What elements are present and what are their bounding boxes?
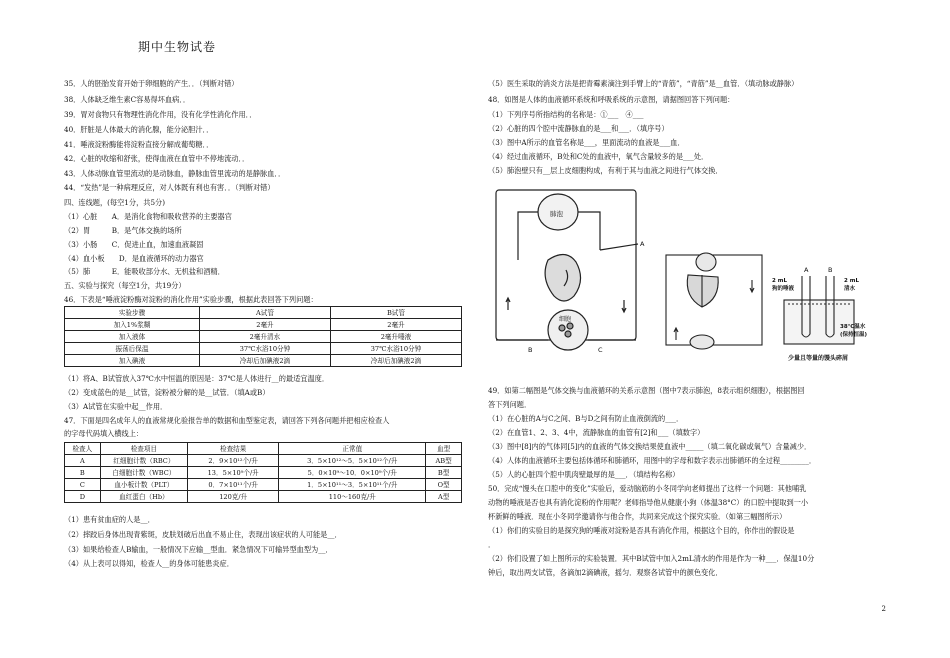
question-41: 41．唾液淀粉酶能将淀粉直接分解成葡萄糖．． xyxy=(64,140,214,149)
lung-label: 肺泡 xyxy=(550,210,563,218)
bread-crumbs-label: 少量且等量的馒头碎屑 xyxy=(788,355,849,362)
question-38: 38．人体缺乏维生素C容易得坏血病．． xyxy=(64,95,191,104)
table-cell: 加入液体 xyxy=(65,331,200,343)
table-cell: A型 xyxy=(426,491,462,503)
question-35: 35．人的胚胎发育开始于卵细胞的产生．．（判断对错） xyxy=(64,79,239,88)
table-row xyxy=(65,479,462,491)
question-42: 42．心脏的收缩和舒张，使得血液在血管中不停地流动．． xyxy=(64,154,250,163)
question-48-part: （1）下列序号所指结构的名称是：①___ ④___ xyxy=(488,110,644,119)
question-48: 48．如图是人体的血液循环系统和呼吸系统的示意图，请据图回答下列问题： xyxy=(488,95,735,104)
table-cell: 加入1%浆糊 xyxy=(65,319,200,331)
table-header-cell: 检查项目 xyxy=(100,443,187,455)
table-header-cell: 正常值 xyxy=(279,443,426,455)
section-5-heading: 五、实验与探究（每空1分，共19分） xyxy=(64,281,186,290)
table-cell: C xyxy=(65,479,101,491)
table-cell: 120克/升 xyxy=(188,491,279,503)
table-cell: 冷却后加碘液2滴 xyxy=(199,355,330,367)
question-48-part: （4）经过血液循环，B处和C处的血液中，氧气含量较多的是___处． xyxy=(488,152,709,161)
table-cell: 血小板计数（PLT） xyxy=(100,479,187,491)
table-cell: 红细胞计数（RBC） xyxy=(100,455,187,467)
table-cell: 3．5×10¹²～5．5×10¹²个/升 xyxy=(279,455,426,467)
question-47-part: （2）摔跤后身体出现青紫斑，皮肤划破后出血不易止住，表现出该症状的人可能是__． xyxy=(64,530,342,539)
table-cell: 1．5×10¹¹～3．5×10¹¹个/升 xyxy=(279,479,426,491)
cell-label: 细胞 xyxy=(559,316,572,323)
question-48-part: （3）图中A所示的血管名称是___，里面流动的血液是___血． xyxy=(488,138,685,147)
bath-temp-label: 38℃温水 xyxy=(840,324,866,330)
table-cell: O型 xyxy=(426,479,462,491)
match-item: （5）肺 E．能吸收部分水、无机盐和酒精． xyxy=(64,267,225,276)
table-row xyxy=(65,455,462,467)
table-cell: 振荡后保温 xyxy=(65,343,200,355)
table-cell: 加入碘液 xyxy=(65,355,200,367)
table-cell: D xyxy=(65,491,101,503)
question-49-part: （5）人的心脏四个腔中肌肉壁最厚的是___．（填结构名称） xyxy=(488,470,680,479)
question-50: 50．完成“馒头在口腔中的变化”实验后，爱动脑筋的小冬同学向老师提出了这样一个问题：其他哺乳 xyxy=(488,484,807,493)
bath-note-label: (保持恒温) xyxy=(840,332,868,338)
table-cell: 血红蛋白（Hb） xyxy=(100,491,187,503)
question-50-part: （2）你们设置了如上图所示的实验装置．其中B试管中加入2mL清水的作用是作为一种___．保温10分 xyxy=(488,554,815,563)
tube-a-volume: 2 mL xyxy=(772,278,787,284)
table-header-cell: 检查人 xyxy=(65,443,101,455)
question-46-part: （1）将A、B试管放入37℃水中恒温的原因是：37℃是人体进行__的最适宜温度． xyxy=(64,374,330,383)
table-cell: B型 xyxy=(426,467,462,479)
question-49-part: （4）人体的血液循环主要包括体循环和肺循环，用图中的字母和数字表示出肺循环的全过程________． xyxy=(488,456,817,465)
table-header-cell: B试管 xyxy=(330,307,461,319)
table-cell: AB型 xyxy=(426,455,462,467)
label-a: A xyxy=(640,240,645,248)
table-cell: B xyxy=(65,467,101,479)
table-row xyxy=(65,319,462,331)
table-header-row xyxy=(65,307,462,319)
circulation-diagrams xyxy=(488,180,884,376)
table-cell: 2毫升 xyxy=(199,319,330,331)
question-47: 的字母代码填入横线上： xyxy=(64,429,144,438)
table-header-row xyxy=(65,443,462,455)
question-44: 44．“发热”是一种病理反应，对人体既有利也有害．．（判断对错） xyxy=(64,183,275,192)
question-47-part: （1）患有贫血症的人是__． xyxy=(64,515,155,524)
table-cell: 5．0×10⁹～10．0×10⁹个/升 xyxy=(279,467,426,479)
circulation-figure-2 xyxy=(666,253,762,349)
question-43: 43．人体动脉血管里流动的是动脉血，静脉血管里流动的是静脉血．． xyxy=(64,169,286,178)
question-47-part: （3）如果给检查人B输血，一般情况下应输__型血．紧急情况下可输异型血型为__． xyxy=(64,545,333,554)
question-49: 答下列问题． xyxy=(488,400,532,409)
question-50-part: ． xyxy=(488,540,496,549)
tube-b-label: B xyxy=(828,266,833,274)
question-49-part: （2）在血管1、2、3、4中，流静脉血的血管有[2]和___（填数字） xyxy=(488,428,705,437)
question-47-part: （4）从上表可以得知，检查人__的身体可能患炎症． xyxy=(64,559,234,568)
circulation-figure-1 xyxy=(496,190,638,350)
match-item: （1）心脏 A．是消化食物和吸收营养的主要器官 xyxy=(64,212,232,221)
table-row xyxy=(65,343,462,355)
section-4-heading: 四、连线题，(每空1分，共5分) xyxy=(64,198,166,207)
table-cell: 110～160克/升 xyxy=(279,491,426,503)
table-cell: 冷却后加碘液2滴 xyxy=(330,355,461,367)
question-49: 49．如第二幅图是气体交换与血液循环的关系示意图（图中7表示肺泡，8表示组织细胞），根据图回 xyxy=(488,386,805,395)
question-48-part: （5）肺泡壁只有__层上皮细胞构成，有利于其与血液之间进行气体交换． xyxy=(488,166,723,175)
blood-test-table xyxy=(64,442,462,503)
table-cell: 白细胞计数（WBC） xyxy=(100,467,187,479)
table-cell: 2毫升清水 xyxy=(199,331,330,343)
question-40: 40．肝脏是人体最大的消化腺，能分泌胆汁．． xyxy=(64,125,214,134)
table-cell: 37℃水浴10分钟 xyxy=(330,343,461,355)
question-50: 杯新鲜的唾液．现在小冬同学邀请你与他合作，共同来完成这个探究实验．（如第三幅图所示） xyxy=(488,512,787,521)
table-cell: 2．9×10¹²个/升 xyxy=(188,455,279,467)
table-row xyxy=(65,331,462,343)
match-item: （2）胃 B．是气体交换的场所 xyxy=(64,226,182,235)
question-50-part: （1）你们的实验目的是探究狗的唾液对淀粉是否具有消化作用，根据这个目的，你作出的假设是 xyxy=(488,526,795,535)
table-cell: 37℃水浴10分钟 xyxy=(199,343,330,355)
table-cell: A xyxy=(65,455,101,467)
page-number: 2 xyxy=(881,605,886,613)
table-cell: 0．7×10¹¹个/升 xyxy=(188,479,279,491)
table-header-cell: 实验步骤 xyxy=(65,307,200,319)
match-item: （3）小肠 C．促进止血，加速血液凝固 xyxy=(64,240,204,249)
table-header-cell: A试管 xyxy=(199,307,330,319)
question-47: 47．下面是四名成年人的血液常规化验报告单的数据和血型鉴定表，请回答下列各问题并把相应检查人 xyxy=(64,416,390,425)
table-cell: 2毫升唾液 xyxy=(330,331,461,343)
table-cell: 13．5×10⁹个/升 xyxy=(188,467,279,479)
tube-a-label: A xyxy=(804,266,809,274)
table-row xyxy=(65,467,462,479)
table-row xyxy=(65,491,462,503)
table-row xyxy=(65,355,462,367)
match-item: （4）血小板 D．是血液循环的动力器官 xyxy=(64,254,204,263)
question-50-part: 钟后，取出两支试管，各滴加2滴碘液，摇匀．观察各试管中的颜色变化． xyxy=(488,568,723,577)
question-46-part: （2）变成蓝色的是__试管，淀粉被分解的是__试管．（填A或B） xyxy=(64,388,270,397)
question-49-part: （1）在心脏的A与C之间、B与D之间有防止血液倒流的___． xyxy=(488,414,684,423)
question-49-part: （3）图中[8]内的气体同[5]内的血液的气体交换结果使血液中_____（填二氧化碳或氧气）含量减少． xyxy=(488,442,812,451)
question-48-part: （2）心脏的四个腔中流静脉血的是___和___．（填序号） xyxy=(488,124,669,133)
table-header-cell: 检查结果 xyxy=(188,443,279,455)
question-46: 46．下表是“唾液淀粉酶对淀粉的消化作用”实验步骤，根据此表回答下列问题： xyxy=(64,295,318,304)
question-50: 动物的唾液是否也具有消化淀粉的作用呢？老师指导他从健康小狗（体温38°C）的口腔中提取到一小 xyxy=(488,498,809,507)
tube-b-content: 清水 xyxy=(844,286,856,292)
table-cell: 2毫升 xyxy=(330,319,461,331)
page-title: 期中生物试卷 xyxy=(138,40,217,54)
table-header-cell: 血型 xyxy=(426,443,462,455)
tube-a-content: 狗的唾液 xyxy=(772,286,795,292)
label-c: C xyxy=(598,346,603,354)
question-47-part-5: （5）医生采取的消炎方法是把青霉素滴注到手臂上的“青筋”，“青筋”是__血管．（填动脉或静脉） xyxy=(488,79,799,88)
question-39: 39．胃对食物只有物理性消化作用，没有化学性消化作用．． xyxy=(64,110,257,119)
label-b: B xyxy=(528,346,533,354)
experiment-steps-table xyxy=(64,306,462,367)
question-46-part: （3）A试管在实验中起__作用． xyxy=(64,402,168,411)
tube-b-volume: 2 mL xyxy=(844,278,859,284)
